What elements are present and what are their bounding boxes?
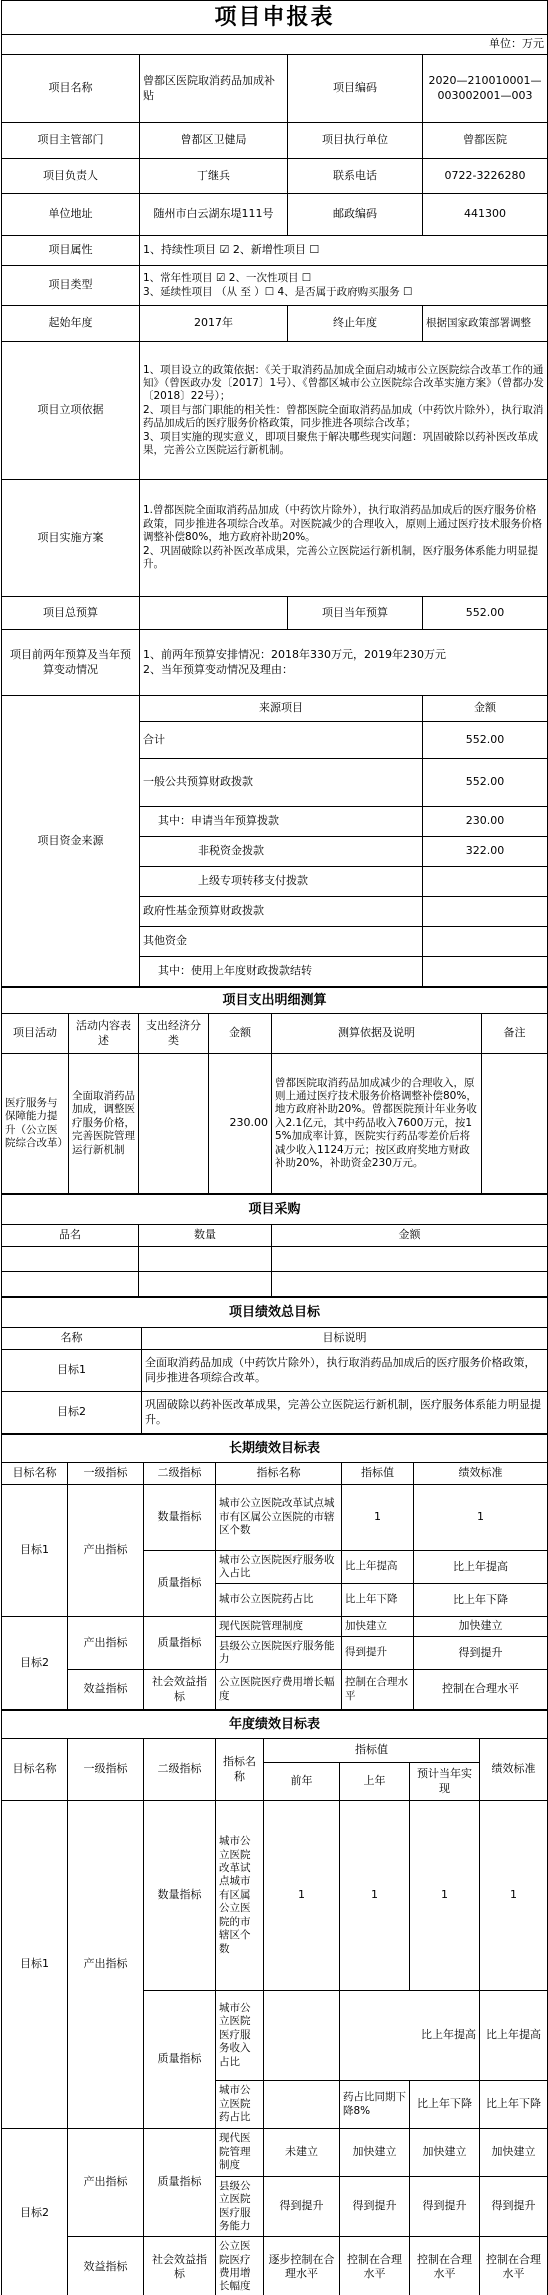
lt-h-val: 指标值	[342, 1463, 414, 1485]
funding-row-carryover: 其中：使用上年度财政拨款结转	[140, 957, 423, 987]
an-r6-v3: 控制在合理水平	[410, 2237, 480, 2295]
an-output-1: 产出指标	[68, 1801, 144, 2129]
lt-r2-val: 比上年提高	[342, 1551, 414, 1584]
purchase-h-qty: 数量	[139, 1225, 272, 1247]
goals-h-name: 名称	[2, 1328, 142, 1350]
an-r4-v1: 未建立	[264, 2129, 340, 2177]
an-r1-std: 1	[480, 1801, 548, 1991]
lt-r6-ind: 公立医院医疗费用增长幅度	[216, 1670, 342, 1710]
start-year-label: 起始年度	[2, 306, 140, 342]
lt-benefit: 效益指标	[68, 1670, 144, 1710]
end-year-label: 终止年度	[288, 306, 423, 342]
project-code-label: 项目编码	[288, 55, 423, 123]
funding-row-transfer: 上级专项转移支付拨款	[140, 867, 423, 897]
person-label: 项目负责人	[2, 159, 140, 194]
lt-r1-std: 1	[414, 1485, 548, 1551]
an-h-ind: 指标名称	[216, 1739, 264, 1801]
lt-r3-val: 比上年下降	[342, 1584, 414, 1617]
project-code-value: 2020—210010001—003002001—003	[423, 55, 548, 123]
project-name-label: 项目名称	[2, 55, 140, 123]
expense-h-amount: 金额	[209, 1014, 272, 1054]
an-r2-v3: 比上年提高	[340, 1991, 480, 2081]
funding-amount-fund	[423, 897, 548, 927]
type-label: 项目类型	[2, 266, 140, 306]
lt-h-l1: 一级指标	[68, 1463, 144, 1485]
funding-amount-nontax: 322.00	[423, 837, 548, 867]
an-h-std: 绩效标准	[480, 1739, 548, 1801]
lt-output-1: 产出指标	[68, 1485, 144, 1617]
an-r4-v3: 加快建立	[410, 2129, 480, 2177]
annual-heading: 年度绩效目标表	[2, 1711, 548, 1739]
goals-heading: 项目绩效总目标	[2, 1298, 548, 1328]
form-title: 项目申报表	[2, 1, 548, 35]
an-h-l2: 二级指标	[144, 1739, 216, 1801]
goal-2-desc: 巩固破除以药补医改革成果，完善公立医院运行新机制，医疗服务体系能力明显提升。	[142, 1392, 548, 1434]
funding-row-total: 合计	[140, 722, 423, 759]
exec-unit-value: 曾都医院	[423, 123, 548, 159]
an-goal-1: 目标1	[2, 1801, 68, 2129]
lt-r5-ind: 县级公立医院医疗服务能力	[216, 1637, 342, 1670]
lt-h-std: 绩效标准	[414, 1463, 548, 1485]
expense-note	[482, 1054, 548, 1194]
an-h-prev1: 上年	[340, 1763, 410, 1801]
purchase-h-amount: 金额	[272, 1225, 548, 1247]
an-r3-ind: 城市公立医院药占比	[216, 2081, 264, 2129]
lt-r2-std: 比上年提高	[414, 1551, 548, 1584]
an-h-val: 指标值	[264, 1739, 480, 1763]
person-value: 丁继兵	[140, 159, 288, 194]
an-r3-v2: 药占比同期下降8%	[340, 2081, 410, 2129]
funding-label: 项目资金来源	[2, 696, 140, 987]
purchase-empty-amount	[272, 1247, 548, 1272]
an-r5-ind: 县级公立医院医疗服务能力	[216, 2177, 264, 2237]
plan-text: 1.曾都医院全面取消药品加成（中药饮片除外），执行取消药品加成后的医疗服务价格政策，同步推进各项综合改革。对医院减少的合理收入，原则上通过医疗技术服务价格调整补偿80%，地方政府补助20%。 2、巩固破除以药补医改革成果，完善公立医院运行新机制，医疗服务体系能力明显提升。	[140, 480, 548, 597]
an-goal-2: 目标2	[2, 2129, 68, 2295]
expense-activity: 医疗服务与保障能力提升（公立医院综合改革）	[2, 1054, 69, 1194]
an-r2-ind: 城市公立医院医疗服务收入占比	[216, 1991, 264, 2081]
an-r4-ind: 现代医院管理制度	[216, 2129, 264, 2177]
lt-output-2: 产出指标	[68, 1617, 144, 1670]
lt-r1-ind: 城市公立医院改革试点城市有区属公立医院的市辖区个数	[216, 1485, 342, 1551]
expense-econ	[139, 1054, 209, 1194]
history-label: 项目前两年预算及当年预算变动情况	[2, 630, 140, 696]
lt-r1-val: 1	[342, 1485, 414, 1551]
funding-row-other: 其他资金	[140, 927, 423, 957]
funding-row-fund: 政府性基金预算财政拨款	[140, 897, 423, 927]
type-line-2: 3、延续性项目 （从 至 ）☐ 4、是否属于政府购买服务 ☐	[143, 285, 413, 298]
attr-label: 项目属性	[2, 236, 140, 266]
lt-goal-1: 目标1	[2, 1485, 68, 1617]
an-benefit: 效益指标	[68, 2237, 144, 2295]
lt-r4-std: 加快建立	[414, 1617, 548, 1637]
annual-table	[1, 1710, 548, 2295]
an-r5-v1: 得到提升	[264, 2177, 340, 2237]
lt-r4-ind: 现代医院管理制度	[216, 1617, 342, 1637]
an-r6-v2: 控制在合理水平	[340, 2237, 410, 2295]
an-r6-ind: 公立医院医疗费用增长幅度	[216, 2237, 264, 2295]
basis-label: 项目立项依据	[2, 342, 140, 480]
an-r3-std: 比上年下降	[480, 2081, 548, 2129]
expense-content: 全面取消药品加成，调整医疗服务价格，完善医院管理运行新机制	[69, 1054, 139, 1194]
goal-1-desc: 全面取消药品加成（中药饮片除外），执行取消药品加成后的医疗服务价格政策，同步推进各项综合改革。	[142, 1350, 548, 1392]
expense-table	[1, 987, 548, 1194]
funding-amount-current: 230.00	[423, 807, 548, 837]
an-r3-v3: 比上年下降	[410, 2081, 480, 2129]
expense-basis: 曾都医院取消药品加成减少的合理收入，原则上通过医疗技术服务价格调整补偿80%，地方政府补助20%。曾都医院预计年业务收入2.1亿元，其中药品收入7600万元，按15%加成率计算，医院实行药品零差价后将减少收入1124万元；按区政府奖地方财政补助20%，补助资金230万元。	[272, 1054, 482, 1194]
funding-row-general: 一般公共预算财政拨款	[140, 759, 423, 807]
funding-amount-carryover	[423, 957, 548, 987]
expense-heading: 项目支出明细测算	[2, 988, 548, 1014]
funding-amount-general: 552.00	[423, 759, 548, 807]
phone-label: 联系电话	[288, 159, 423, 194]
lt-r6-std: 控制在合理水平	[414, 1670, 548, 1710]
expense-h-content: 活动内容表述	[69, 1014, 139, 1054]
lt-r5-std: 得到提升	[414, 1637, 548, 1670]
year-budget-value: 552.00	[423, 597, 548, 630]
expense-h-basis: 测算依据及说明	[272, 1014, 482, 1054]
funding-row-current: 其中：申请当年预算拨款	[140, 807, 423, 837]
attr-value: 1、持续性项目 ☑ 2、新增性项目 ☐	[140, 236, 548, 266]
address-value: 随州市白云湖东堤111号	[140, 194, 288, 236]
address-label: 单位地址	[2, 194, 140, 236]
goals-table	[1, 1297, 548, 1434]
phone-value: 0722-3226280	[423, 159, 548, 194]
lt-quality-2: 质量指标	[144, 1617, 216, 1670]
lt-r3-std: 比上年下降	[414, 1584, 548, 1617]
an-r5-v3: 得到提升	[410, 2177, 480, 2237]
dept-value: 曾都区卫健局	[140, 123, 288, 159]
an-quality-1: 质量指标	[144, 1991, 216, 2129]
purchase-h-name: 品名	[2, 1225, 139, 1247]
lt-r2-ind: 城市公立医院医疗服务收入占比	[216, 1551, 342, 1584]
an-quality-2: 质量指标	[144, 2129, 216, 2237]
end-year-value: 根据国家政策部署调整	[423, 306, 548, 342]
an-social: 社会效益指标	[144, 2237, 216, 2295]
purchase-empty-qty	[139, 1247, 272, 1272]
an-h-l1: 一级指标	[68, 1739, 144, 1801]
an-r6-std: 控制在合理水平	[480, 2237, 548, 2295]
total-budget-value	[140, 597, 288, 630]
purchase-empty-qty	[139, 1272, 272, 1297]
funding-row-nontax: 非税资金拨款	[140, 837, 423, 867]
dept-label: 项目主管部门	[2, 123, 140, 159]
purchase-empty-name	[2, 1247, 139, 1272]
purchase-heading: 项目采购	[2, 1195, 548, 1225]
goal-1-name: 目标1	[2, 1350, 142, 1392]
lt-quality-1: 质量指标	[144, 1551, 216, 1617]
an-r4-v2: 加快建立	[340, 2129, 410, 2177]
unit-label: 单位：万元	[2, 35, 548, 55]
purchase-empty-name	[2, 1272, 139, 1297]
lt-r6-val: 控制在合理水平	[342, 1670, 414, 1710]
an-r1-ind: 城市公立医院改革试点城市有区属公立医院的市辖区个数	[216, 1801, 264, 1991]
an-r2-std: 比上年提高	[480, 1991, 548, 2081]
an-r1-v1: 1	[264, 1801, 340, 1991]
an-r6-v1: 逐步控制在合理水平	[264, 2237, 340, 2295]
zip-label: 邮政编码	[288, 194, 423, 236]
lt-r4-val: 加快建立	[342, 1617, 414, 1637]
lt-social: 社会效益指标	[144, 1670, 216, 1710]
funding-col-source: 来源项目	[140, 696, 423, 722]
plan-label: 项目实施方案	[2, 480, 140, 597]
an-r5-std: 得到提升	[480, 2177, 548, 2237]
an-output-2: 产出指标	[68, 2129, 144, 2237]
expense-h-note: 备注	[482, 1014, 548, 1054]
funding-amount-transfer	[423, 867, 548, 897]
lt-h-ind: 指标名称	[216, 1463, 342, 1485]
basis-text: 1、项目设立的政策依据：《关于取消药品加成全面启动城市公立医院综合改革工作的通知》（曾医政办发〔2017〕1号）、《曾都区城市公立医院综合改革实施方案》（曾都办发〔2018〕22号）； 2、项目与部门职能的相关性：曾都医院全面取消药品加成（中药饮片除外），执行取消药品加成后的医疗服务价格政策，同步推进各项综合改革； 3、项目实施的现实意义，即项目聚焦于解决哪些现实问题：巩固破除以药补医改革成果，完善公立医院运行新机制。	[140, 342, 548, 480]
an-r4-std: 加快建立	[480, 2129, 548, 2177]
an-r1-v3: 1	[410, 1801, 480, 1991]
purchase-empty-amount	[272, 1272, 548, 1297]
expense-h-activity: 项目活动	[2, 1014, 69, 1054]
long-term-table	[1, 1434, 548, 1710]
an-qty: 数量指标	[144, 1801, 216, 1991]
lt-h-goal: 目标名称	[2, 1463, 68, 1485]
an-r2-v1	[264, 1991, 340, 2081]
lt-qty: 数量指标	[144, 1485, 216, 1551]
goals-h-desc: 目标说明	[142, 1328, 548, 1350]
expense-amount: 230.00	[209, 1054, 272, 1194]
an-r5-v2: 得到提升	[340, 2177, 410, 2237]
main-form-table	[1, 0, 548, 987]
an-r1-v2: 1	[340, 1801, 410, 1991]
lt-r3-ind: 城市公立医院药占比	[216, 1584, 342, 1617]
exec-unit-label: 项目执行单位	[288, 123, 423, 159]
goal-2-name: 目标2	[2, 1392, 142, 1434]
start-year-value: 2017年	[140, 306, 288, 342]
purchase-table	[1, 1194, 548, 1297]
an-h-cur: 预计当年实现	[410, 1763, 480, 1801]
project-name-value: 曾都区医院取消药品加成补贴	[140, 55, 288, 123]
an-r3-v1	[264, 2081, 340, 2129]
lt-r5-val: 得到提升	[342, 1637, 414, 1670]
zip-value: 441300	[423, 194, 548, 236]
expense-h-econ: 支出经济分类	[139, 1014, 209, 1054]
funding-col-amount: 金额	[423, 696, 548, 722]
long-term-heading: 长期绩效目标表	[2, 1435, 548, 1463]
year-budget-label: 项目当年预算	[288, 597, 423, 630]
total-budget-label: 项目总预算	[2, 597, 140, 630]
funding-amount-other	[423, 927, 548, 957]
type-line-1: 1、常年性项目 ☑ 2、一次性项目 ☐	[143, 272, 312, 285]
an-h-prev2: 前年	[264, 1763, 340, 1801]
lt-h-l2: 二级指标	[144, 1463, 216, 1485]
funding-amount-total: 552.00	[423, 722, 548, 759]
an-h-goal: 目标名称	[2, 1739, 68, 1801]
history-text: 1、前两年预算安排情况：2018年330万元，2019年230万元 2、当年预算变动情况及理由：	[140, 630, 548, 696]
lt-goal-2: 目标2	[2, 1617, 68, 1710]
